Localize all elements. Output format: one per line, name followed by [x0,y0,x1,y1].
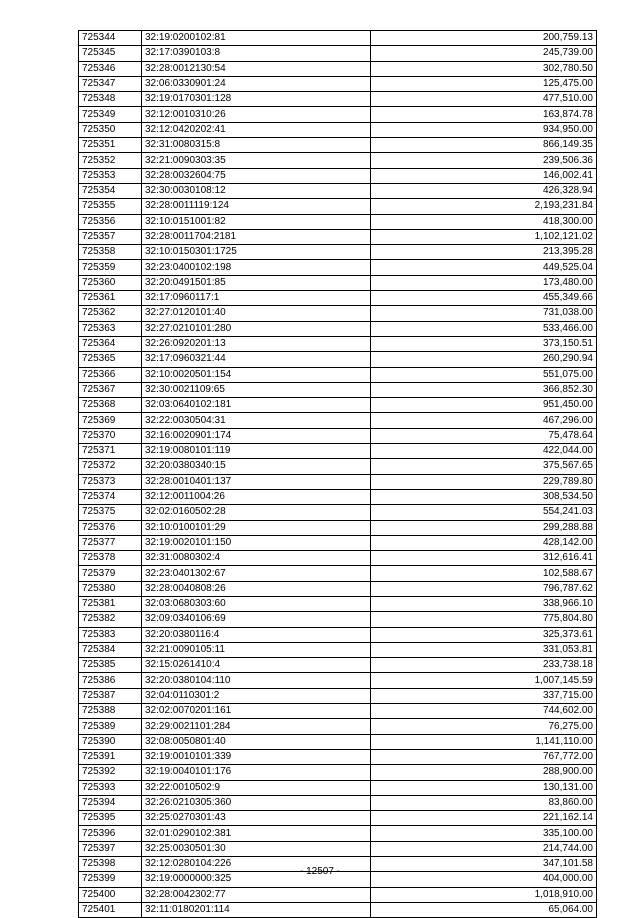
value-cell: 422,044.00 [371,444,597,459]
cadastral-number-cell: 32:03:0680303:60 [142,596,371,611]
cadastral-number-cell: 32:15:0261410:4 [142,658,371,673]
cadastral-number-cell: 32:28:0011704:2181 [142,229,371,244]
table-row [79,214,597,229]
row-id-cell: 725350 [79,122,142,137]
value-cell: 221,162.14 [371,811,597,826]
row-id-cell: 725370 [79,428,142,443]
value-cell: 288,900.00 [371,765,597,780]
row-id-cell: 725381 [79,596,142,611]
value-cell: 554,241.03 [371,505,597,520]
cadastral-number-cell: 32:25:0030501:30 [142,841,371,856]
value-cell: 260,290.94 [371,352,597,367]
table-row [79,107,597,122]
cadastral-number-cell: 32:28:0042302:77 [142,887,371,902]
table-row [79,551,597,566]
cadastral-number-cell: 32:03:0640102:181 [142,398,371,413]
table-row [79,321,597,336]
row-id-cell: 725363 [79,321,142,336]
row-id-cell: 725365 [79,352,142,367]
cadastral-number-cell: 32:17:0960117:1 [142,291,371,306]
cadastral-number-cell: 32:01:0290102:381 [142,826,371,841]
value-cell: 331,053.81 [371,642,597,657]
table-row [79,260,597,275]
cadastral-number-cell: 32:06:0330901:24 [142,76,371,91]
row-id-cell: 725353 [79,168,142,183]
table-row [79,229,597,244]
table-row [79,306,597,321]
value-cell: 796,787.62 [371,581,597,596]
row-id-cell: 725344 [79,31,142,46]
row-id-cell: 725391 [79,749,142,764]
page-number: - 12507 - [299,866,341,877]
value-cell: 418,300.00 [371,214,597,229]
value-cell: 455,349.66 [371,291,597,306]
value-cell: 76,275.00 [371,719,597,734]
row-id-cell: 725387 [79,688,142,703]
table-row [79,795,597,810]
row-id-cell: 725359 [79,260,142,275]
row-id-cell: 725398 [79,857,142,872]
row-id-cell: 725345 [79,46,142,61]
table-row [79,76,597,91]
row-id-cell: 725396 [79,826,142,841]
row-id-cell: 725346 [79,61,142,76]
table-row [79,566,597,581]
table-row [79,382,597,397]
value-cell: 229,789.80 [371,474,597,489]
cadastral-number-cell: 32:26:0210305:360 [142,795,371,810]
table-row [79,520,597,535]
cadastral-value-table [78,30,597,918]
table-row [79,719,597,734]
value-cell: 65,064.00 [371,902,597,917]
row-id-cell: 725379 [79,566,142,581]
row-id-cell: 725399 [79,872,142,887]
table-row [79,61,597,76]
cadastral-number-cell: 32:10:0100101:29 [142,520,371,535]
row-id-cell: 725375 [79,505,142,520]
row-id-cell: 725356 [79,214,142,229]
cadastral-number-cell: 32:10:0020501:154 [142,367,371,382]
cadastral-number-cell: 32:09:0340106:69 [142,612,371,627]
table-row [79,153,597,168]
table-row [79,811,597,826]
table-row [79,275,597,290]
value-cell: 1,141,110.00 [371,734,597,749]
value-cell: 551,075.00 [371,367,597,382]
value-cell: 245,739.00 [371,46,597,61]
value-cell: 337,715.00 [371,688,597,703]
cadastral-number-cell: 32:29:0021101:284 [142,719,371,734]
table-row [79,398,597,413]
row-id-cell: 725368 [79,398,142,413]
table-row [79,596,597,611]
table-row [79,627,597,642]
row-id-cell: 725386 [79,673,142,688]
row-id-cell: 725357 [79,229,142,244]
value-cell: 83,860.00 [371,795,597,810]
cadastral-number-cell: 32:12:0011004:26 [142,489,371,504]
cadastral-number-cell: 32:31:0080315:8 [142,138,371,153]
table-row [79,704,597,719]
value-cell: 373,150.51 [371,336,597,351]
row-id-cell: 725388 [79,704,142,719]
value-cell: 130,131.00 [371,780,597,795]
row-id-cell: 725389 [79,719,142,734]
cadastral-number-cell: 32:20:0380340:15 [142,459,371,474]
cadastral-number-cell: 32:20:0380104:110 [142,673,371,688]
table-row [79,183,597,198]
row-id-cell: 725382 [79,612,142,627]
value-cell: 335,100.00 [371,826,597,841]
row-id-cell: 725366 [79,367,142,382]
row-id-cell: 725373 [79,474,142,489]
table-row [79,291,597,306]
value-cell: 312,616.41 [371,551,597,566]
row-id-cell: 725378 [79,551,142,566]
row-id-cell: 725367 [79,382,142,397]
cadastral-number-cell: 32:12:0010310:26 [142,107,371,122]
row-id-cell: 725348 [79,92,142,107]
value-cell: 477,510.00 [371,92,597,107]
cadastral-number-cell: 32:19:0040101:176 [142,765,371,780]
table-row [79,352,597,367]
cadastral-number-cell: 32:02:0160502:28 [142,505,371,520]
value-cell: 1,102,121.02 [371,229,597,244]
table-row [79,887,597,902]
table-row [79,489,597,504]
row-id-cell: 725397 [79,841,142,856]
row-id-cell: 725400 [79,887,142,902]
cadastral-number-cell: 32:23:0401302:67 [142,566,371,581]
value-cell: 404,000.00 [371,872,597,887]
cadastral-number-cell: 32:31:0080302:4 [142,551,371,566]
cadastral-number-cell: 32:26:0920201:13 [142,336,371,351]
cadastral-number-cell: 32:04:0110301:2 [142,688,371,703]
cadastral-number-cell: 32:10:0151001:82 [142,214,371,229]
cadastral-number-cell: 32:17:0960321:44 [142,352,371,367]
row-id-cell: 725347 [79,76,142,91]
table-row [79,138,597,153]
table-row [79,505,597,520]
table-row [79,46,597,61]
value-cell: 744,602.00 [371,704,597,719]
cadastral-number-cell: 32:30:0030108:12 [142,183,371,198]
cadastral-number-cell: 32:28:0011119:124 [142,199,371,214]
cadastral-number-cell: 32:28:0032604:75 [142,168,371,183]
cadastral-number-cell: 32:19:0000000:325 [142,872,371,887]
table-row [79,749,597,764]
value-cell: 767,772.00 [371,749,597,764]
value-cell: 239,506.36 [371,153,597,168]
value-cell: 308,534.50 [371,489,597,504]
value-cell: 2,193,231.84 [371,199,597,214]
row-id-cell: 725374 [79,489,142,504]
cadastral-number-cell: 32:19:0020101:150 [142,535,371,550]
table-row [79,581,597,596]
value-cell: 102,588.67 [371,566,597,581]
value-cell: 214,744.00 [371,841,597,856]
row-id-cell: 725352 [79,153,142,168]
cadastral-number-cell: 32:19:0010101:339 [142,749,371,764]
row-id-cell: 725349 [79,107,142,122]
row-id-cell: 725393 [79,780,142,795]
value-cell: 426,328.94 [371,183,597,198]
table-row [79,31,597,46]
table-row [79,658,597,673]
value-cell: 366,852.30 [371,382,597,397]
value-cell: 146,002.41 [371,168,597,183]
table-row [79,199,597,214]
row-id-cell: 725355 [79,199,142,214]
table-row [79,92,597,107]
cadastral-number-cell: 32:27:0210101:280 [142,321,371,336]
table-row [79,459,597,474]
cadastral-number-cell: 32:28:0040808:26 [142,581,371,596]
table-row [79,428,597,443]
value-cell: 866,149.35 [371,138,597,153]
cadastral-number-cell: 32:17:0390103:8 [142,46,371,61]
row-id-cell: 725358 [79,245,142,260]
cadastral-number-cell: 32:21:0090105:11 [142,642,371,657]
cadastral-number-cell: 32:22:0030504:31 [142,413,371,428]
table-row [79,734,597,749]
row-id-cell: 725376 [79,520,142,535]
cadastral-number-cell: 32:20:0491501:85 [142,275,371,290]
row-id-cell: 725372 [79,459,142,474]
cadastral-number-cell: 32:11:0180201:114 [142,902,371,917]
cadastral-number-cell: 32:23:0400102:198 [142,260,371,275]
value-cell: 428,142.00 [371,535,597,550]
table-row [79,841,597,856]
row-id-cell: 725395 [79,811,142,826]
value-cell: 449,525.04 [371,260,597,275]
table-row [79,367,597,382]
value-cell: 533,466.00 [371,321,597,336]
value-cell: 125,475.00 [371,76,597,91]
cadastral-number-cell: 32:10:0150301:1725 [142,245,371,260]
table-row [79,535,597,550]
cadastral-number-cell: 32:08:0050801:40 [142,734,371,749]
value-cell: 338,966.10 [371,596,597,611]
value-cell: 233,738.18 [371,658,597,673]
row-id-cell: 725401 [79,902,142,917]
value-cell: 347,101.58 [371,857,597,872]
table-row [79,642,597,657]
cadastral-number-cell: 32:21:0090303:35 [142,153,371,168]
cadastral-number-cell: 32:28:0012130:54 [142,61,371,76]
value-cell: 213,395.28 [371,245,597,260]
cadastral-number-cell: 32:22:0010502:9 [142,780,371,795]
table-row [79,612,597,627]
row-id-cell: 725364 [79,336,142,351]
cadastral-number-cell: 32:12:0420202:41 [142,122,371,137]
row-id-cell: 725392 [79,765,142,780]
row-id-cell: 725390 [79,734,142,749]
row-id-cell: 725369 [79,413,142,428]
table-row [79,765,597,780]
table-body [79,31,597,918]
value-cell: 302,780.50 [371,61,597,76]
cadastral-number-cell: 32:16:0020901:174 [142,428,371,443]
table-row [79,673,597,688]
row-id-cell: 725371 [79,444,142,459]
value-cell: 951,450.00 [371,398,597,413]
table-row [79,826,597,841]
table-row [79,780,597,795]
row-id-cell: 725354 [79,183,142,198]
row-id-cell: 725394 [79,795,142,810]
cadastral-number-cell: 32:02:0070201:161 [142,704,371,719]
value-cell: 1,018,910.00 [371,887,597,902]
cadastral-number-cell: 32:19:0170301:128 [142,92,371,107]
cadastral-number-cell: 32:12:0280104:226 [142,857,371,872]
table-row [79,688,597,703]
value-cell: 75,478.64 [371,428,597,443]
cadastral-number-cell: 32:25:0270301:43 [142,811,371,826]
table-row [79,336,597,351]
row-id-cell: 725362 [79,306,142,321]
value-cell: 299,288.88 [371,520,597,535]
table-row [79,413,597,428]
value-cell: 325,373.61 [371,627,597,642]
table-row [79,444,597,459]
value-cell: 934,950.00 [371,122,597,137]
value-cell: 163,874.78 [371,107,597,122]
cadastral-number-cell: 32:20:0380116:4 [142,627,371,642]
cadastral-number-cell: 32:30:0021109:65 [142,382,371,397]
row-id-cell: 725377 [79,535,142,550]
value-cell: 775,804.80 [371,612,597,627]
row-id-cell: 725385 [79,658,142,673]
cadastral-number-cell: 32:28:0010401:137 [142,474,371,489]
row-id-cell: 725351 [79,138,142,153]
value-cell: 1,007,145.59 [371,673,597,688]
value-cell: 200,759.13 [371,31,597,46]
value-cell: 375,567.65 [371,459,597,474]
table-row [79,122,597,137]
cadastral-number-cell: 32:19:0200102:81 [142,31,371,46]
row-id-cell: 725380 [79,581,142,596]
row-id-cell: 725384 [79,642,142,657]
cadastral-number-cell: 32:27:0120101:40 [142,306,371,321]
table-row [79,168,597,183]
row-id-cell: 725383 [79,627,142,642]
row-id-cell: 725360 [79,275,142,290]
value-cell: 731,038.00 [371,306,597,321]
cadastral-number-cell: 32:19:0080101:119 [142,444,371,459]
table-row [79,245,597,260]
value-cell: 467,296.00 [371,413,597,428]
table-row [79,474,597,489]
value-cell: 173,480.00 [371,275,597,290]
row-id-cell: 725361 [79,291,142,306]
